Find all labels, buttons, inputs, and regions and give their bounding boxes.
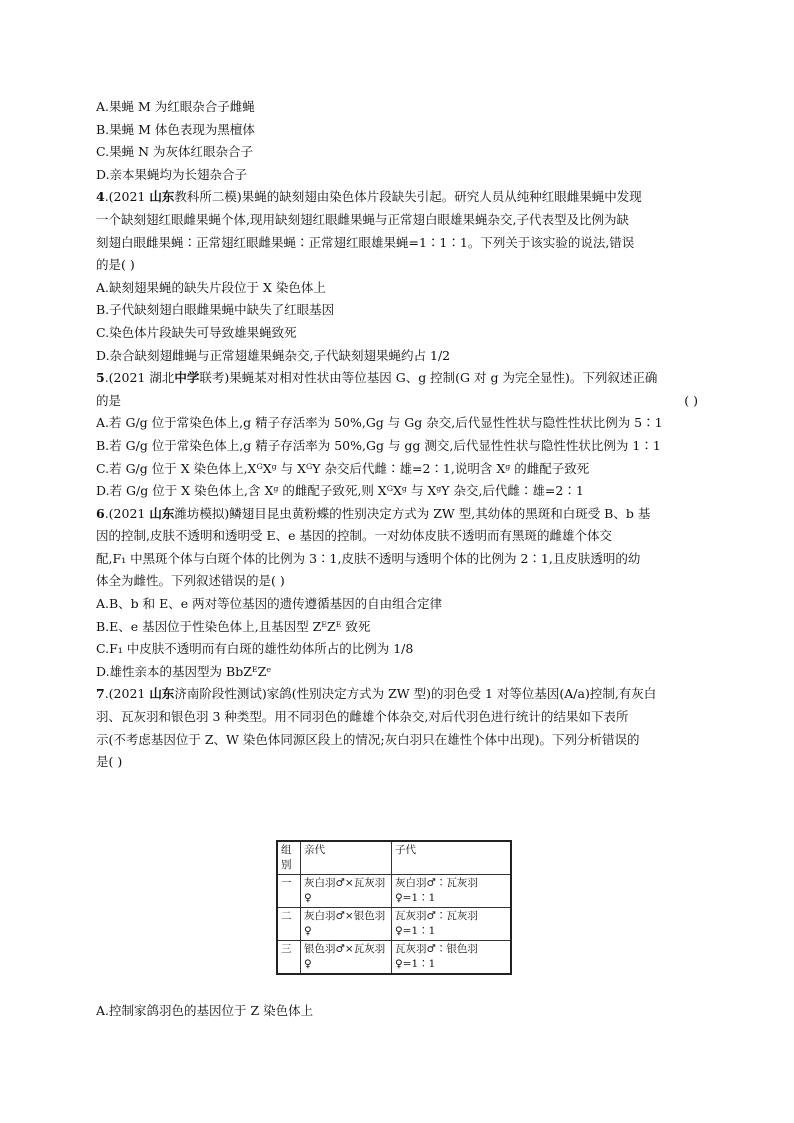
- q5-source-bold: 中学: [174, 370, 200, 386]
- q6-option-c: C.F₁ 中皮肤不透明而有白斑的雄性幼体所占的比例为 1/8: [96, 641, 414, 657]
- table-row: [277, 941, 511, 975]
- page-content: [96, 96, 702, 774]
- table-header-group: 组别: [277, 841, 301, 875]
- q4-number: 4: [96, 189, 105, 205]
- q7-source-post: 济南阶段性测试): [174, 686, 267, 702]
- q4-stem-line3: 刻翅白眼雌果蝇∶正常翅红眼雌果蝇∶正常翅红眼雄果蝇=1∶1∶1。下列关于该实验的说法,错误: [96, 234, 635, 250]
- q5-option-b: B.若 G/g 位于常染色体上,g 精子存活率为 50%,Gg 与 gg 测交,后代显性性状与隐性性状比例为 1∶1: [96, 437, 661, 453]
- table-header-parents: 亲代: [301, 841, 392, 875]
- table-cell-offspring: 瓦灰羽♂∶瓦灰羽♀=1∶1: [392, 908, 512, 941]
- q7-stem-line4: 是( ): [96, 754, 123, 770]
- q6-source-post: 潍坊模拟): [174, 505, 230, 521]
- q7-stem-line2: 羽、瓦灰羽和银色羽 3 种类型。用不同羽色的雌雄个体杂交,对后代羽色进行统计的结果如下表所: [96, 709, 629, 725]
- q5-stem-text2: 的是: [96, 392, 122, 408]
- q6-number: 6: [96, 505, 105, 521]
- table-cell-group: 三: [277, 941, 301, 975]
- q6-stem-line4: 体全为雌性。下列叙述错误的是( ): [96, 573, 285, 589]
- q7-stem-line3: 示(不考虑基因位于 Z、W 染色体同源区段上的情况;灰白羽只在雄性个体中出现)。下列分析错误的: [96, 731, 640, 747]
- q5-option-d: D.若 G/g 位于 X 染色体上,含 Xᵍ 的雌配子致死,则 XᴳXᵍ 与 XᵍY 杂交,后代雌∶雄=2∶1: [96, 483, 584, 499]
- q4-option-a: A.缺刻翅果蝇的缺失片段位于 X 染色体上: [96, 279, 326, 295]
- q7-stem-text1: 家鸽(性别决定方式为 ZW 型)的羽色受 1 对等位基因(A/a)控制,有灰白: [266, 686, 657, 702]
- table-cell-group: 二: [277, 908, 301, 941]
- table-cell-offspring: 瓦灰羽♂∶银色羽♀=1∶1: [392, 941, 512, 975]
- q7-source-pre: .(2021: [104, 686, 150, 702]
- q4-source-bold: 山东: [149, 189, 175, 205]
- q6-stem-text1: 鳞翅目昆虫黄粉蝶的性别决定方式为 ZW 型,其幼体的黑斑和白斑受 B、b 基: [229, 505, 651, 521]
- q5-option-a: A.若 G/g 位于常染色体上,g 精子存活率为 50%,Gg 与 Gg 杂交,后代显性性状与隐性性状比例为 5∶1: [96, 415, 663, 431]
- table-header-row: [277, 841, 511, 875]
- q6-stem-line2: 因的控制,皮肤不透明和透明受 E、e 基因的控制。一对幼体皮肤不透明而有黑斑的雌雄个体交: [96, 528, 612, 544]
- table-cell-offspring: 灰白羽♂∶瓦灰羽♀=1∶1: [392, 875, 512, 908]
- q5-number: 5: [96, 370, 105, 386]
- cross-results-table-wrap: [276, 840, 512, 975]
- q4-stem-line1: [96, 186, 702, 209]
- table-cell-parents: 灰白羽♂×瓦灰羽♀: [301, 875, 392, 908]
- table-row: [277, 875, 511, 908]
- q5-stem-line2: [96, 390, 702, 413]
- q3-option-a: A.果蝇 M 为红眼杂合子雌蝇: [96, 99, 255, 114]
- q3-option-b: B.果蝇 M 体色表现为黑檀体: [96, 121, 255, 137]
- q4-option-b: B.子代缺刻翅白眼雌果蝇中缺失了红眼基因: [96, 302, 335, 318]
- q5-stem-text1: 果蝇某对相对性状由等位基因 G、g 控制(G 对 g 为完全显性)。下列叙述正确: [229, 370, 658, 386]
- q7-number: 7: [96, 686, 105, 702]
- q3-option-d: D.亲本果蝇均为长翅杂合子: [96, 166, 248, 182]
- q6-source-pre: .(2021: [104, 505, 150, 521]
- table-cell-group: 一: [277, 875, 301, 908]
- q7-option-a: A.控制家鸽羽色的基因位于 Z 染色体上: [96, 1003, 314, 1018]
- q3-option-c: C.果蝇 N 为灰体红眼杂合子: [96, 144, 253, 160]
- q4-stem-line2: 一个缺刻翅红眼雌果蝇个体,现用缺刻翅红眼雌果蝇与正常翅白眼雄果蝇杂交,子代表型及比例为缺: [96, 211, 629, 227]
- q4-option-d: D.杂合缺刻翅雌蝇与正常翅雄果蝇杂交,子代缺刻翅果蝇约占 1/2: [96, 347, 451, 363]
- table-header-offspring: 子代: [392, 841, 512, 875]
- q5-stem-line1: [96, 367, 702, 390]
- table-cell-parents: 银色羽♂×瓦灰羽♀: [301, 941, 392, 975]
- q4-source-pre: .(2021: [104, 189, 150, 205]
- q7-source-bold: 山东: [149, 686, 175, 702]
- q6-stem-line1: [96, 503, 702, 526]
- q4-stem-line4: 的是( ): [96, 257, 135, 273]
- q6-stem-line3: 配,F₁ 中黑斑个体与白斑个体的比例为 3∶1,皮肤不透明与透明个体的比例为 2∶1,且皮肤透明的幼: [96, 550, 641, 566]
- q5-answer-paren: ( ): [684, 392, 698, 408]
- q7-stem-line1: [96, 683, 702, 706]
- q5-source-post: 联考): [199, 370, 230, 386]
- cross-results-table: [276, 840, 512, 975]
- q5-option-c: C.若 G/g 位于 X 染色体上,XᴳXᵍ 与 XᴳY 杂交后代雌∶雄=2∶1,说明含 Xᵍ 的雌配子致死: [96, 460, 590, 476]
- table-row: [277, 908, 511, 941]
- table-cell-parents: 灰白羽♂×银色羽♀: [301, 908, 392, 941]
- q6-source-bold: 山东: [149, 505, 175, 521]
- q4-option-c: C.染色体片段缺失可导致雄果蝇致死: [96, 324, 297, 340]
- q6-option-d: D.雄性亲本的基因型为 BbZᴱZᵉ: [96, 663, 272, 679]
- q4-stem-text1: 果蝇的缺刻翅由染色体片段缺失引起。研究人员从纯种红眼雌果蝇中发现: [241, 189, 642, 205]
- q5-source-pre: .(2021 湖北: [104, 370, 175, 386]
- q6-option-b: B.E、e 基因位于性染色体上,且基因型 ZᴱZᴱ 致死: [96, 618, 371, 634]
- q6-option-a: A.B、b 和 E、e 两对等位基因的遗传遵循基因的自由组合定律: [96, 596, 443, 612]
- q4-source-post: 教科所二模): [174, 189, 242, 205]
